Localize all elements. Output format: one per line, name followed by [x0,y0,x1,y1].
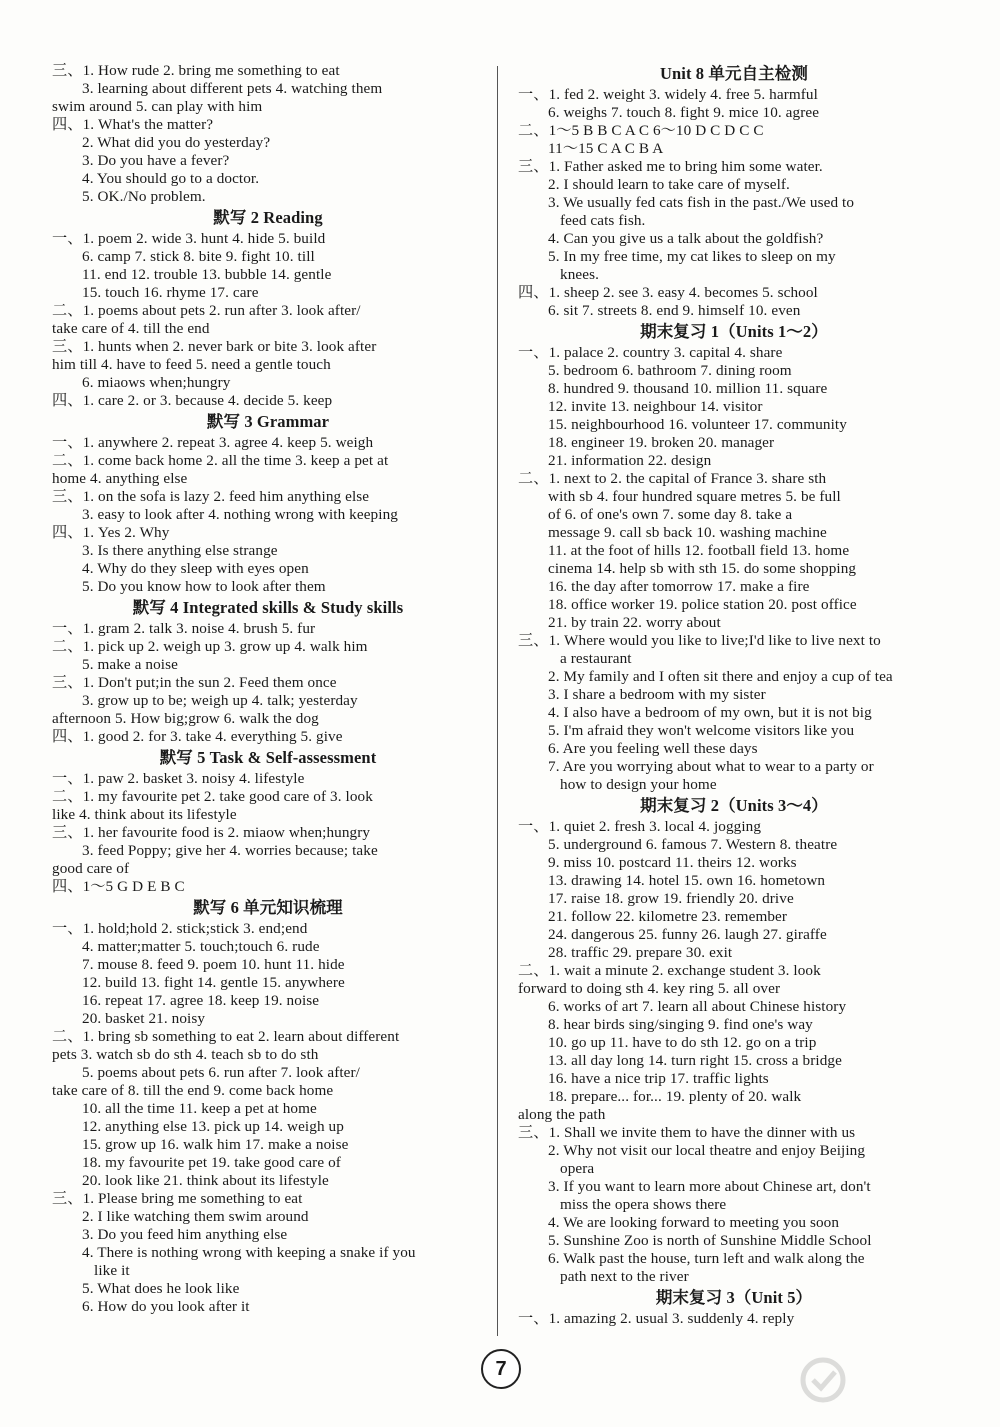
answer-line: 13. all day long 14. turn right 15. cross a bridge [548,1052,842,1069]
answer-line: 15. grow up 16. walk him 17. make a noise [82,1136,349,1153]
answer-line: 10. go up 11. have to do sth 12. go on a trip [548,1034,817,1051]
section-heading: 默写 5 Task & Self-assessment [159,748,377,767]
answer-line: 5. make a noise [82,656,178,673]
answer-line: 3. grow up to be; weigh up 4. talk; yesterday [82,692,358,709]
left-answer-column [52,62,484,1316]
answer-line: 二、1. pick up 2. weigh up 3. grow up 4. walk him [52,638,368,655]
answer-line: 2. Why not visit our local theatre and enjoy Beijing [548,1142,866,1159]
section-heading: 默写 4 Integrated skills & Study skills [132,598,404,617]
answer-line: message 9. call sb back 10. washing machine [548,524,827,541]
answer-line: 12. invite 13. neighbour 14. visitor [548,398,763,415]
answer-line: 9. miss 10. postcard 11. theirs 12. works [548,854,797,871]
answer-line: 21. information 22. design [548,452,712,469]
answer-line: take care of 8. till the end 9. come back home [52,1082,334,1099]
answer-line: 三、1. Please bring me something to eat [52,1190,303,1207]
answer-line: 18. my favourite pet 19. take good care of [82,1154,341,1171]
answer-line: like 4. think about its lifestyle [52,806,237,823]
answer-line: 4. Can you give us a talk about the goldfish? [548,230,824,247]
answer-line: pets 3. watch sb do sth 4. teach sb to do sth [52,1046,319,1063]
answer-line: 16. repeat 17. agree 18. keep 19. noise [82,992,320,1009]
answer-line: 三、1. her favourite food is 2. miaow when;hungry [52,824,371,841]
section-heading: 期末复习 2（Units 3～4） [640,796,828,815]
answer-line: 2. My family and I often sit there and enjoy a cup of tea [548,668,893,685]
answer-line: 一、1. fed 2. weight 3. widely 4. free 5. harmful [518,86,818,103]
answer-line: 21. by train 22. worry about [548,614,721,631]
answer-line: cinema 14. help sb with sth 15. do some shopping [548,560,857,577]
answer-line: 一、1. gram 2. talk 3. noise 4. brush 5. fur [52,620,316,637]
answer-line: 4. There is nothing wrong with keeping a snake if you [82,1244,416,1261]
answer-line: 二、1～5 B B C A C 6～10 D C D C C [518,122,764,139]
answer-line: of 6. of one's own 7. some day 8. take a [548,506,793,523]
answer-line: 四、1. care 2. or 3. because 4. decide 5. keep [52,392,333,409]
answer-line: 3. I share a bedroom with my sister [548,686,766,703]
answer-line: 5. Do you know how to look after them [82,578,326,595]
answer-line: 四、1. sheep 2. see 3. easy 4. becomes 5. school [518,284,818,301]
answer-line: 8. hundred 9. thousand 10. million 11. square [548,380,828,397]
answer-line: 2. I like watching them swim around [82,1208,309,1225]
answer-line: 4. We are looking forward to meeting you soon [548,1214,840,1231]
answer-line: 8. hear birds sing/singing 9. find one's way [548,1016,813,1033]
right-answer-column [518,62,950,1328]
answer-line: 4. I also have a bedroom of my own, but it is not big [548,704,872,721]
answer-line: 三、1. Father asked me to bring him some water. [518,158,823,175]
answer-line: swim around 5. can play with him [52,98,263,115]
answer-line: 10. all the time 11. keep a pet at home [82,1100,317,1117]
section-heading: 期末复习 3（Unit 5） [655,1288,813,1307]
answer-line: 3. feed Poppy; give her 4. worries because; take [82,842,378,859]
answer-line: 二、1. next to 2. the capital of France 3. share sth [518,470,827,487]
answer-line: 6. sit 7. streets 8. end 9. himself 10. even [548,302,801,319]
answer-line: 4. matter;matter 5. touch;touch 6. rude [82,938,320,955]
answer-line: 6. camp 7. stick 8. bite 9. fight 10. till [82,248,315,265]
answer-line: 6. Walk past the house, turn left and walk along the [548,1250,865,1267]
answer-line: forward to doing sth 4. key ring 5. all over [518,980,781,997]
answer-line: 二、1. poems about pets 2. run after 3. look after/ [52,302,361,319]
answer-line: 二、1. wait a minute 2. exchange student 3. look [518,962,821,979]
answer-line: 一、1. anywhere 2. repeat 3. agree 4. keep 5. weigh [52,434,374,451]
answer-line: 2. What did you do yesterday? [82,134,271,151]
answer-line: 5. underground 6. famous 7. Western 8. theatre [548,836,838,853]
answer-line: 3. Is there anything else strange [82,542,278,559]
answer-line: 6. miaows when;hungry [82,374,231,391]
answer-line: knees. [560,266,599,283]
answer-line: 5. Sunshine Zoo is north of Sunshine Middle School [548,1232,872,1249]
answer-line: 四、1. good 2. for 3. take 4. everything 5. give [52,728,343,745]
answer-line: 7. mouse 8. feed 9. poem 10. hunt 11. hide [82,956,345,973]
answer-line: miss the opera shows there [560,1196,727,1213]
answer-line: with sb 4. four hundred square metres 5. be full [548,488,841,505]
answer-line: 3. Do you feed him anything else [82,1226,288,1243]
answer-line: 三、1. Where would you like to live;I'd like to live next to [518,632,881,649]
section-heading: Unit 8 单元自主检测 [660,64,808,83]
answer-line: 3. If you want to learn more about Chinese art, don't [548,1178,871,1195]
answer-line: 6. How do you look after it [82,1298,250,1315]
answer-line: along the path [518,1106,606,1123]
answer-line: 一、1. quiet 2. fresh 3. local 4. jogging [518,818,762,835]
answer-line: path next to the river [560,1268,689,1285]
answer-line: 二、1. my favourite pet 2. take good care of 3. look [52,788,373,805]
answer-line: 6. works of art 7. learn all about Chinese history [548,998,847,1015]
answer-line: 5. bedroom 6. bathroom 7. dining room [548,362,792,379]
answer-line: 三、1. Don't put;in the sun 2. Feed them once [52,674,337,691]
answer-line: opera [560,1160,595,1177]
answer-line: 5. poems about pets 6. run after 7. look after/ [82,1064,361,1081]
section-heading: 默写 3 Grammar [206,412,330,431]
watermark-logo [794,1349,982,1411]
answer-line: feed cats fish. [560,212,646,229]
answer-line: 18. prepare... for... 19. plenty of 20. walk [548,1088,802,1105]
answer-line: 4. Why do they sleep with eyes open [82,560,309,577]
answer-line: 20. look like 21. think about its lifestyle [82,1172,329,1189]
answer-line: 21. follow 22. kilometre 23. remember [548,908,788,925]
answer-line: 5. What does he look like [82,1280,240,1297]
answer-line: 16. the day after tomorrow 17. make a fire [548,578,810,595]
answer-line: 三、1. Shall we invite them to have the dinner with us [518,1124,856,1141]
answer-line: afternoon 5. How big;grow 6. walk the dog [52,710,319,727]
answer-line: 2. I should learn to take care of myself. [548,176,790,193]
answer-line: 四、1. Yes 2. Why [52,524,170,541]
answer-line: 3. We usually fed cats fish in the past./We used to [548,194,855,211]
answer-line: home 4. anything else [52,470,188,487]
answer-line: take care of 4. till the end [52,320,210,337]
answer-line: 28. traffic 29. prepare 30. exit [548,944,733,961]
answer-line: 5. In my free time, my cat likes to sleep on my [548,248,836,265]
answer-line: 7. Are you worrying about what to wear to a party or [548,758,874,775]
answer-line: 15. touch 16. rhyme 17. care [82,284,259,301]
answer-line: 二、1. bring sb something to eat 2. learn about different [52,1028,400,1045]
answer-line: 11. at the foot of hills 12. football field 13. home [548,542,850,559]
answer-line: 17. raise 18. grow 19. friendly 20. drive [548,890,794,907]
answer-line: 3. easy to look after 4. nothing wrong with keeping [82,506,398,523]
answer-line: 一、1. amazing 2. usual 3. suddenly 4. reply [518,1310,795,1327]
answer-line: 20. basket 21. noisy [82,1010,206,1027]
answer-line: good care of [52,860,130,877]
answer-line: 二、1. come back home 2. all the time 3. keep a pet at [52,452,389,469]
answer-line: 18. office worker 19. police station 20. post office [548,596,857,613]
answer-line: 6. Are you feeling well these days [548,740,758,757]
answer-line: a restaurant [560,650,632,667]
section-heading: 期末复习 1（Units 1～2） [640,322,828,341]
answer-line: 四、1. What's the matter? [52,116,214,133]
answer-line: 18. engineer 19. broken 20. manager [548,434,775,451]
answer-line: 3. learning about different pets 4. watching them [82,80,383,97]
answer-line: like it [94,1262,130,1279]
answer-line: 16. have a nice trip 17. traffic lights [548,1070,769,1087]
column-divider [497,66,498,1336]
answer-line: 12. anything else 13. pick up 14. weigh up [82,1118,344,1135]
answer-line: 11. end 12. trouble 13. bubble 14. gentle [82,266,332,283]
answer-line: 3. Do you have a fever? [82,152,230,169]
page-number: 7 [481,1349,521,1389]
section-heading: 默写 2 Reading [213,208,323,227]
answer-line: him till 4. have to feed 5. need a gentle touch [52,356,331,373]
answer-line: 一、1. hold;hold 2. stick;stick 3. end;end [52,920,308,937]
answer-line: 三、1. hunts when 2. never bark or bite 3. look after [52,338,377,355]
answer-line: 6. weighs 7. touch 8. fight 9. mice 10. agree [548,104,820,121]
answer-line: 5. I'm afraid they won't welcome visitors like you [548,722,855,739]
answer-line: 一、1. poem 2. wide 3. hunt 4. hide 5. build [52,230,326,247]
answer-line: 4. You should go to a doctor. [82,170,260,187]
answer-line: 24. dangerous 25. funny 26. laugh 27. giraffe [548,926,827,943]
answer-line: 12. build 13. fight 14. gentle 15. anywhere [82,974,345,991]
answer-line: 15. neighbourhood 16. volunteer 17. community [548,416,847,433]
answer-line: 一、1. paw 2. basket 3. noisy 4. lifestyle [52,770,305,787]
answer-line: 11～15 C A C B A [548,140,664,157]
answer-line: 三、1. How rude 2. bring me something to eat [52,62,340,79]
answer-line: how to design your home [560,776,717,793]
answer-line: 一、1. palace 2. country 3. capital 4. share [518,344,783,361]
answer-line: 5. OK./No problem. [82,188,206,205]
answer-line: 三、1. on the sofa is lazy 2. feed him anything else [52,488,370,505]
section-heading: 默写 6 单元知识梳理 [193,898,343,917]
answer-line: 四、1～5 G D E B C [52,878,185,895]
answer-line: 13. drawing 14. hotel 15. own 16. hometown [548,872,826,889]
